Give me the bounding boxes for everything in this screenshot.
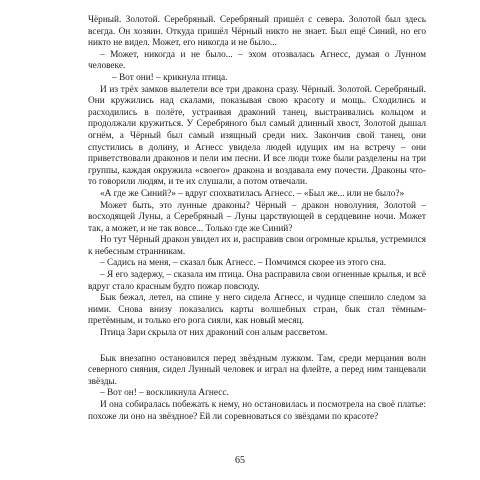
paragraph: – Садись на меня, – сказал бык Агнесс. – Помчимся скорее из этого сна.: [100, 258, 387, 269]
paragraph: – Вот он! – воскликнула Агнесс.: [100, 388, 229, 399]
paragraph: – Может, никогда и не было... – эхом отозвалась Агнесс, думая о Лунном человеке.: [88, 49, 426, 72]
paragraph: Птица Зари скрыла от них драконий сон алым рассветом.: [100, 328, 328, 339]
paragraph: Но тут Чёрный дракон увидел их и, расправив свои огромные крылья, устремился к небесным странникам.: [88, 235, 427, 257]
paragraph: Бык внезапно остановился перед звёздным лужком. Там, среди мерцания волн северного сияния, сидел Лунный человек и играл на флейте, а перед ним танцевали звёзды.: [88, 353, 426, 387]
page-number: 65: [235, 455, 245, 466]
body-text: [88, 15, 426, 423]
paragraph: И она собиралась побежать к нему, но остановилась и посмотрела на своё платье: похоже ли оно на звёздное? Ей ли соревноваться со звёздами по красоте?: [88, 400, 426, 422]
paragraph: И из трёх замков вылетели все три дракона сразу. Чёрный. Золотой. Серебряный. Они кружились над скалами, показывая свою красоту и мощь. Сходились и расходились в полёте, устраивая драконий танец, выстраивались кольцом и продолжали кружиться. У Серебряного был самый длинный хвост, Золотой дышал огнём, а Чёрный был самый изящный среди них. Закончив свой танец, они спустились в долину, и Агнесс увидела людей идущих им на встречу – они приветствовали драконов и пели им песни. И все люди тоже были разделены на три группы, каждая окружила «своего» дракона и воздавала ему почести. Драконы что-то говорили людям, и те их слушали, а потом отвечали.: [88, 84, 426, 188]
paragraph: – Я его задержу, – сказала им птица. Она расправила свои огненные крылья, и всё вдруг стало красным будто пожар повсюду.: [88, 270, 426, 292]
paragraph: Чёрный. Золотой. Серебряный. Серебряный пришёл с севера. Золотой был здесь всегда. Он хозяин. Откуда пришёл Чёрный никто не знает. Был ещё Синий, но его никто не видел. Может, его никогда и не было...: [88, 15, 426, 49]
paragraph: – Вот они! – крикнула птица.: [112, 72, 228, 83]
paragraph: Может быть, это лунные драконы? Чёрный – дракон новолуния, Золотой – восходящей Луны, а Серебряный – Луны царствующей в сердцевине ночи. Может так, а может, и не так вовсе... Только где же Синий?: [88, 200, 426, 234]
paragraph: «А где же Синий?» – вдруг спохватилась Агнесс. – «Был же... или не было?»: [100, 188, 405, 199]
paragraph: Бык бежал, летел, на спине у него сидела Агнесс, и чудище спешило следом за ними. Снова внизу показались карты волшебных стран, бык стал тёмным-претёмным, и только его рога сияли, как новый месяц.: [88, 293, 426, 327]
